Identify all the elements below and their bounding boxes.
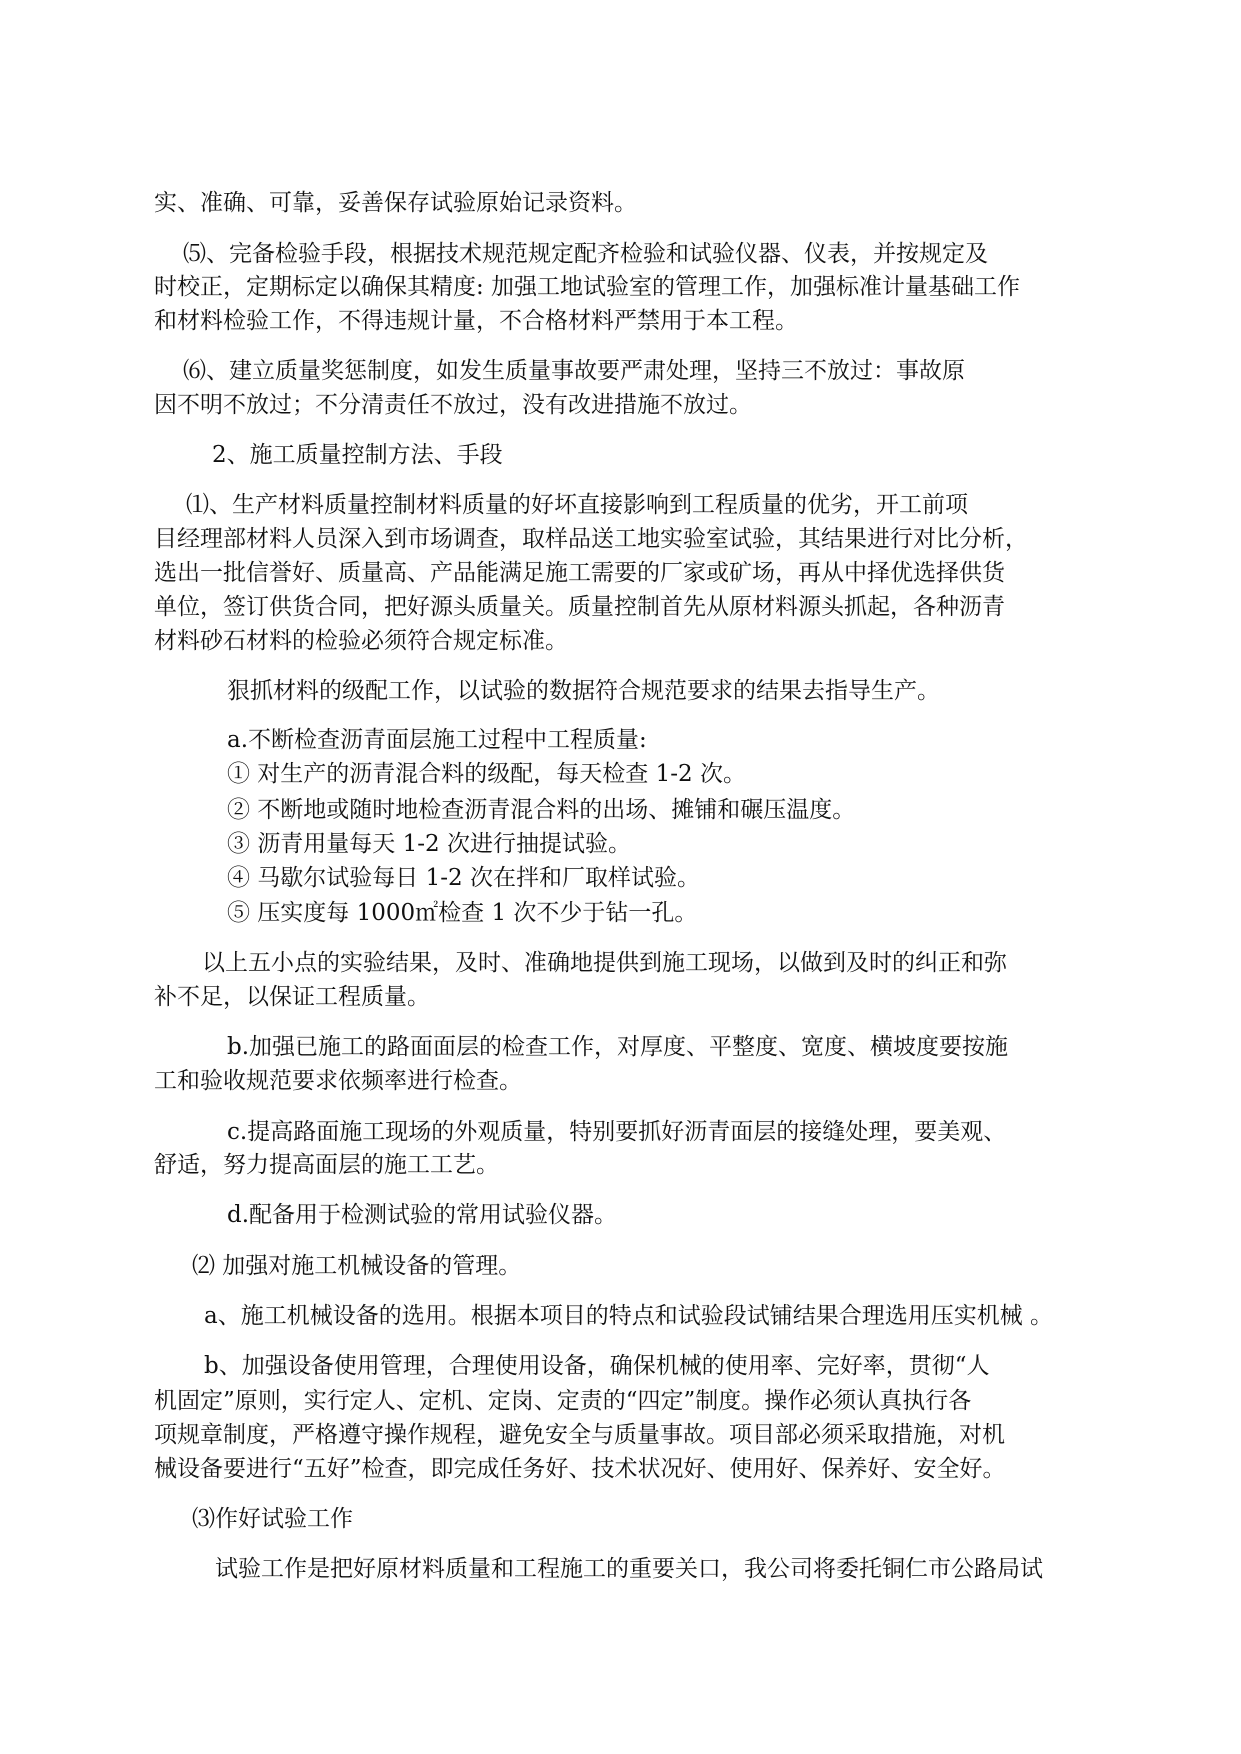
text-line: 舒适，努力提高面层的施工工艺。: [154, 1152, 499, 1178]
text-line: 试验工作是把好原材料质量和工程施工的重要关口，我公司将委托铜仁市公路局试: [215, 1556, 1043, 1582]
text-line: 材料砂石材料的检验必须符合规定标准。: [154, 628, 568, 654]
list-item: ③ 沥青用量每天 1-2 次进行抽提试验。: [227, 831, 631, 857]
text-line: 机固定”原则，实行定人、定机、定岗、定责的“四定”制度。操作必须认真执行各: [154, 1388, 972, 1414]
text-line: a.不断检查沥青面层施工过程中工程质量:: [227, 727, 647, 753]
list-item: ② 不断地或随时地检查沥青混合料的出场、摊铺和碾压温度。: [227, 797, 856, 823]
text-line: ⑶作好试验工作: [192, 1506, 353, 1532]
text-line: 以上五小点的实验结果，及时、准确地提供到施工现场，以做到及时的纠正和弥: [202, 950, 1007, 976]
text-line: 时校正，定期标定以确保其精度: 加强工地试验室的管理工作，加强标准计量基础工作: [154, 274, 1021, 300]
text-line: b.加强已施工的路面面层的检查工作，对厚度、平整度、宽度、横坡度要按施: [227, 1034, 1009, 1060]
section-heading: 2、施工质量控制方法、手段: [212, 442, 503, 468]
text-line: 补不足，以保证工程质量。: [154, 984, 430, 1010]
text-line: 械设备要进行“五好”检查，即完成任务好、技术状况好、使用好、保养好、安全好。: [154, 1456, 1006, 1482]
text-line: c.提高路面施工现场的外观质量，特别要抓好沥青面层的接缝处理，要美观、: [227, 1119, 1007, 1145]
text-line: a、施工机械设备的选用。根据本项目的特点和试验段试铺结果合理选用压实机械 。: [204, 1303, 1054, 1329]
list-item: ④ 马歇尔试验每日 1-2 次在拌和厂取样试验。: [227, 865, 700, 891]
text-line: 和材料检验工作，不得违规计量，不合格材料严禁用于本工程。: [154, 308, 798, 334]
text-line: 工和验收规范要求依频率进行检查。: [154, 1068, 522, 1094]
list-item: ⑤ 压实度每 1000㎡检查 1 次不少于钻一孔。: [227, 900, 698, 926]
list-item: ① 对生产的沥青混合料的级配，每天检查 1-2 次。: [227, 761, 746, 787]
text-line: d.配备用于检测试验的常用试验仪器。: [227, 1202, 618, 1228]
text-line: 实、准确、可靠，妥善保存试验原始记录资料。: [154, 190, 637, 216]
text-line: 目经理部材料人员深入到市场调查，取样品送工地实验室试验，其结果进行对比分析，: [154, 526, 1028, 552]
text-line: 单位，签订供货合同，把好源头质量关。质量控制首先从原材料源头抓起，各种沥青: [154, 594, 1005, 620]
text-line: ⑹、建立质量奖惩制度，如发生质量事故要严肃处理，坚持三不放过：事故原: [183, 358, 965, 384]
text-line: ⑸、完备检验手段，根据技术规范规定配齐检验和试验仪器、仪表，并按规定及: [183, 241, 988, 267]
text-line: b、加强设备使用管理，合理使用设备，确保机械的使用率、完好率，贯彻“人: [204, 1353, 990, 1379]
text-line: 项规章制度，严格遵守操作规程，避免安全与质量事故。项目部必须采取措施，对机: [154, 1422, 1005, 1448]
text-line: 狠抓材料的级配工作，以试验的数据符合规范要求的结果去指导生产。: [227, 678, 940, 704]
text-line: 选出一批信誉好、质量高、产品能满足施工需要的厂家或矿场，再从中择优选择供货: [154, 560, 1005, 586]
text-line: ⑵ 加强对施工机械设备的管理。: [192, 1253, 522, 1279]
text-line: 因不明不放过；不分清责任不放过，没有改进措施不放过。: [154, 392, 752, 418]
text-line: ⑴、生产材料质量控制材料质量的好坏直接影响到工程质量的优劣，开工前项: [186, 492, 968, 518]
